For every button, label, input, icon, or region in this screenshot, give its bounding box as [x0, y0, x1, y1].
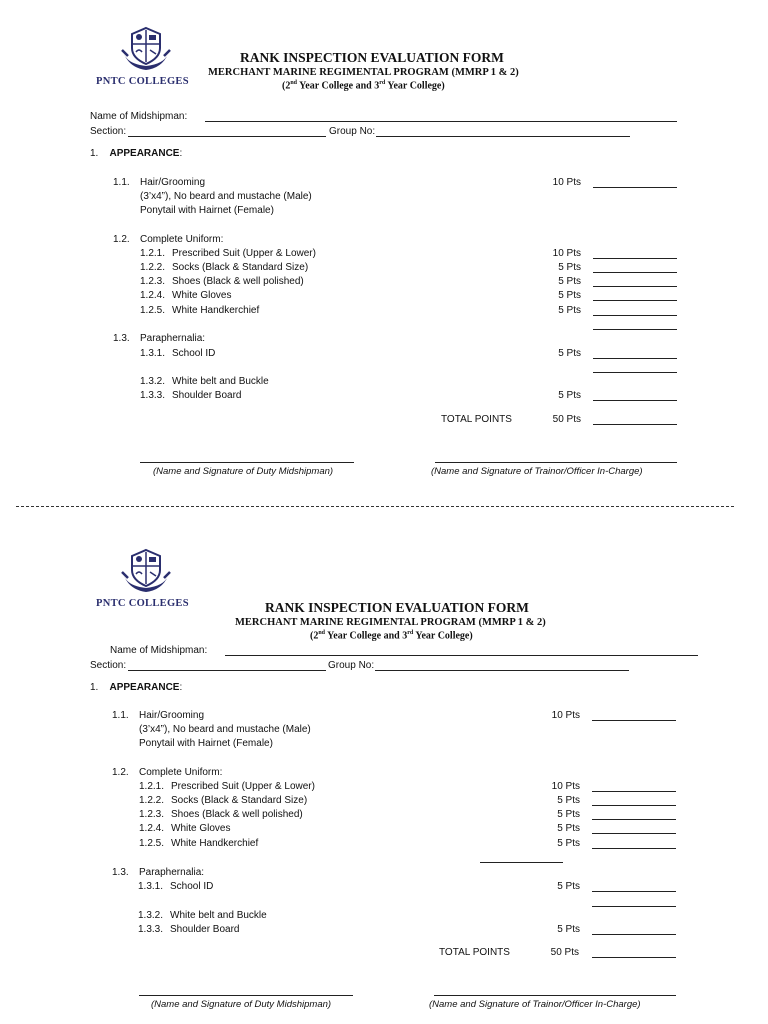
uniform-item-1-label: Prescribed Suit (Upper & Lower) — [171, 781, 315, 792]
crest-icon — [118, 546, 174, 596]
hair-num: 1.1. — [113, 177, 130, 188]
group-label: Group No: — [328, 660, 375, 671]
uniform-item-4-num: 1.2.4. — [140, 290, 166, 301]
cut-line — [16, 506, 734, 507]
uniform-item-3-score[interactable] — [592, 819, 676, 820]
logo-text: PNTC COLLEGES — [96, 76, 189, 87]
uniform-item-2-num: 1.2.2. — [140, 262, 166, 273]
para-item-1-label: School ID — [170, 881, 214, 892]
uniform-item-5-score[interactable] — [592, 848, 676, 849]
uniform-item-3-pts: 5 Pts — [558, 276, 581, 287]
uniform-item-1-num: 1.2.1. — [140, 248, 166, 259]
duty-signature-caption: (Name and Signature of Duty Midshipman) — [153, 466, 334, 477]
para-label: Paraphernalia: — [140, 333, 206, 344]
total-label: TOTAL POINTS — [439, 947, 510, 958]
para-item-2-score[interactable] — [592, 906, 676, 907]
trainor-signature-caption: (Name and Signature of Trainor/Officer In-Charge) — [429, 999, 641, 1010]
uniform-num: 1.2. — [112, 767, 129, 778]
uniform-item-5-num: 1.2.5. — [139, 838, 165, 849]
uniform-item-5-label: White Handkerchief — [172, 305, 260, 316]
para-item-3-num: 1.3.3. — [138, 924, 164, 935]
hair-line2: (3’x4”), No beard and mustache (Male) — [140, 191, 312, 202]
section-label: Section: — [90, 126, 127, 137]
para-item-2-num: 1.3.2. — [140, 376, 166, 387]
para-item-3-label: Shoulder Board — [172, 390, 242, 401]
uniform-item-2-label: Socks (Black & Standard Size) — [172, 262, 309, 273]
name-label: Name of Midshipman: — [110, 645, 208, 656]
uniform-item-2-score[interactable] — [592, 805, 676, 806]
total-label: TOTAL POINTS — [441, 414, 512, 425]
uniform-item-1-pts: 10 Pts — [551, 781, 580, 792]
uniform-item-1-num: 1.2.1. — [139, 781, 165, 792]
para-item-2-num: 1.3.2. — [138, 910, 164, 921]
form-title: RANK INSPECTION EVALUATION FORM — [240, 50, 504, 65]
hair-label: Hair/Grooming — [140, 177, 206, 188]
uniform-item-3-label: Shoes (Black & well polished) — [171, 809, 303, 820]
duty-signature-caption: (Name and Signature of Duty Midshipman) — [151, 999, 332, 1010]
para-item-2-label: White belt and Buckle — [170, 910, 267, 921]
uniform-item-4-pts: 5 Pts — [557, 823, 580, 834]
hair-pts: 10 Pts — [552, 177, 581, 188]
form-year-line: (2nd Year College and 3rd Year College) — [282, 80, 445, 92]
group-label: Group No: — [329, 126, 376, 137]
uniform-item-5-pts: 5 Pts — [557, 838, 580, 849]
uniform-item-2-num: 1.2.2. — [139, 795, 165, 806]
group-field[interactable] — [375, 670, 629, 671]
para-item-3-label: Shoulder Board — [170, 924, 240, 935]
form-title: RANK INSPECTION EVALUATION FORM — [265, 600, 529, 615]
extra-score-line[interactable] — [480, 862, 563, 863]
uniform-item-2-pts: 5 Pts — [557, 795, 580, 806]
uniform-item-3-num: 1.2.3. — [140, 276, 166, 287]
uniform-item-5-num: 1.2.5. — [140, 305, 166, 316]
uniform-item-3-num: 1.2.3. — [139, 809, 165, 820]
para-item-3-pts: 5 Pts — [558, 390, 581, 401]
hair-label: Hair/Grooming — [139, 710, 205, 721]
total-pts: 50 Pts — [552, 414, 581, 425]
total-pts: 50 Pts — [550, 947, 579, 958]
uniform-label: Complete Uniform: — [139, 767, 223, 778]
section-field[interactable] — [128, 670, 326, 671]
logo-text: PNTC COLLEGES — [96, 598, 189, 609]
uniform-item-1-label: Prescribed Suit (Upper & Lower) — [172, 248, 316, 259]
appearance-heading: 1. APPEARANCE: — [90, 682, 183, 693]
uniform-label: Complete Uniform: — [140, 234, 224, 245]
appearance-heading: 1. APPEARANCE: — [90, 148, 183, 159]
para-item-1-label: School ID — [172, 348, 216, 359]
uniform-item-4-pts: 5 Pts — [558, 290, 581, 301]
name-label: Name of Midshipman: — [90, 111, 188, 122]
total-score[interactable] — [592, 957, 676, 958]
duty-signature-line[interactable] — [139, 995, 353, 996]
uniform-item-5-label: White Handkerchief — [171, 838, 259, 849]
trainor-signature-line[interactable] — [434, 995, 676, 996]
para-label: Paraphernalia: — [139, 867, 205, 878]
hair-line3: Ponytail with Hairnet (Female) — [139, 738, 273, 749]
section-label: Section: — [90, 660, 127, 671]
hair-num: 1.1. — [112, 710, 129, 721]
para-item-3-pts: 5 Pts — [557, 924, 580, 935]
uniform-item-4-num: 1.2.4. — [139, 823, 165, 834]
hair-score[interactable] — [592, 720, 676, 721]
name-field[interactable] — [225, 655, 698, 656]
uniform-item-3-label: Shoes (Black & well polished) — [172, 276, 304, 287]
hair-pts: 10 Pts — [551, 710, 580, 721]
form-subtitle: MERCHANT MARINE REGIMENTAL PROGRAM (MMRP 1 & 2) — [208, 67, 519, 78]
uniform-num: 1.2. — [113, 234, 130, 245]
school-logo — [92, 546, 198, 614]
uniform-item-2-label: Socks (Black & Standard Size) — [171, 795, 308, 806]
uniform-item-3-pts: 5 Pts — [557, 809, 580, 820]
para-num: 1.3. — [112, 867, 129, 878]
para-item-1-num: 1.3.1. — [138, 881, 164, 892]
para-item-1-pts: 5 Pts — [557, 881, 580, 892]
para-item-1-score[interactable] — [592, 891, 676, 892]
para-item-1-num: 1.3.1. — [140, 348, 166, 359]
uniform-item-4-score[interactable] — [592, 833, 676, 834]
form-year-line: (2nd Year College and 3rd Year College) — [310, 630, 473, 642]
hair-line3: Ponytail with Hairnet (Female) — [140, 205, 274, 216]
trainor-signature-caption: (Name and Signature of Trainor/Officer In-Charge) — [431, 466, 643, 477]
uniform-item-4-label: White Gloves — [171, 823, 231, 834]
para-item-1-pts: 5 Pts — [558, 348, 581, 359]
hair-line2: (3’x4”), No beard and mustache (Male) — [139, 724, 311, 735]
uniform-item-1-pts: 10 Pts — [552, 248, 581, 259]
para-num: 1.3. — [113, 333, 130, 344]
form-subtitle: MERCHANT MARINE REGIMENTAL PROGRAM (MMRP 1 & 2) — [235, 617, 546, 628]
uniform-item-5-pts: 5 Pts — [558, 305, 581, 316]
uniform-item-2-pts: 5 Pts — [558, 262, 581, 273]
uniform-item-1-score[interactable] — [592, 791, 676, 792]
para-item-3-num: 1.3.3. — [140, 390, 166, 401]
para-item-2-label: White belt and Buckle — [172, 376, 269, 387]
uniform-item-4-label: White Gloves — [172, 290, 232, 301]
para-item-3-score[interactable] — [592, 934, 676, 935]
